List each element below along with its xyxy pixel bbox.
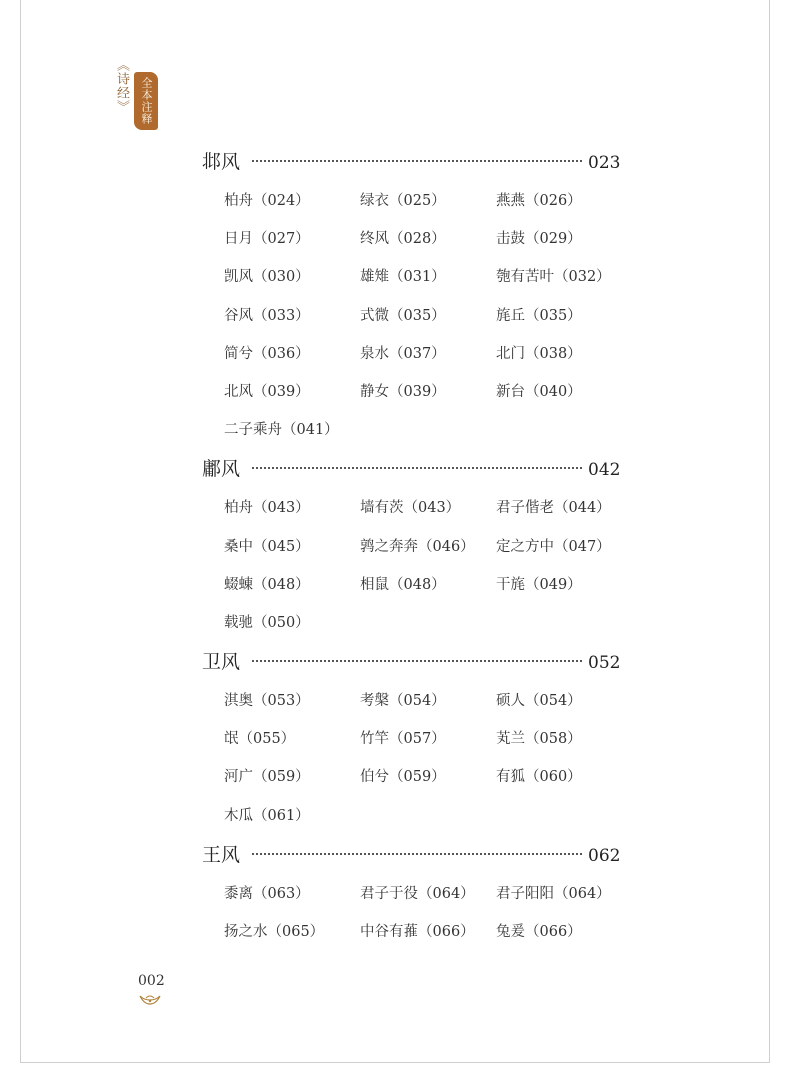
poem-entry[interactable]: 旄丘（035） [496,307,582,324]
poem-entry[interactable]: 日月（027） [224,231,310,248]
series-logo [112,58,162,130]
poem-entry[interactable]: 泉水（037） [360,345,446,362]
poem-entry[interactable]: 君子于役（064） [360,885,475,902]
poem-entry[interactable]: 伯兮（059） [360,769,446,786]
dot-leader [252,160,582,162]
poem-list [224,682,622,835]
section-title: 卫风 [202,651,241,674]
poem-entry[interactable]: 河广（059） [224,769,310,786]
poem-entry[interactable]: 桑中（045） [224,538,310,555]
ornament-icon [138,992,162,1006]
poem-entry[interactable]: 有狐（060） [496,769,582,786]
section-heading[interactable] [202,449,622,489]
poem-entry[interactable]: 氓（055） [224,731,296,748]
poem-entry[interactable]: 凯风（030） [224,269,310,286]
poem-entry[interactable]: 芄兰（058） [496,731,582,748]
poem-entry[interactable]: 简兮（036） [224,345,310,362]
section-title: 邶风 [202,151,241,173]
poem-entry[interactable]: 雄雉（031） [360,269,446,286]
poem-list [224,182,622,449]
logo-book-title: 《诗经》 [114,58,129,114]
poem-entry[interactable]: 谷风（033） [224,307,310,324]
toc-section [202,142,622,449]
poem-entry[interactable]: 北门（038） [496,345,582,362]
poem-entry[interactable]: 新台（040） [496,383,582,400]
section-title: 鄘风 [202,458,241,481]
table-of-contents [202,142,622,951]
dot-leader [252,853,582,855]
poem-entry[interactable]: 木瓜（061） [224,807,310,824]
poem-entry[interactable]: 竹竿（057） [360,731,446,748]
poem-entry[interactable]: 柏舟（043） [224,500,310,517]
poem-entry[interactable]: 式微（035） [360,307,446,324]
poem-entry[interactable]: 击鼓（029） [496,231,582,248]
dot-leader [252,467,582,469]
poem-entry[interactable]: 硕人（054） [496,693,582,710]
poem-entry[interactable]: 定之方中（047） [496,538,611,555]
poem-entry[interactable]: 载驰（050） [224,614,310,631]
section-page-number: 052 [588,653,621,674]
poem-entry[interactable]: 终风（028） [360,231,446,248]
poem-entry[interactable]: 燕燕（026） [496,193,582,209]
toc-section [202,449,622,642]
poem-list [224,875,622,951]
poem-entry[interactable]: 柏舟（024） [224,193,310,209]
poem-entry[interactable]: 考槃（054） [360,693,446,710]
toc-section [202,835,622,951]
poem-entry[interactable]: 干旄（049） [496,576,582,593]
poem-entry[interactable]: 蝃蝀（048） [224,576,310,593]
section-title: 王风 [202,843,241,866]
poem-entry[interactable]: 相鼠（048） [360,576,446,593]
poem-entry[interactable]: 墙有茨（043） [360,500,461,517]
poem-entry[interactable]: 淇奥（053） [224,693,310,710]
poem-entry[interactable]: 兔爰（066） [496,924,582,940]
poem-entry[interactable]: 黍离（063） [224,885,310,902]
section-page-number: 042 [588,460,621,481]
poem-entry[interactable]: 绿衣（025） [360,193,446,209]
poem-entry[interactable]: 静女（039） [360,383,446,400]
poem-entry[interactable]: 君子阳阳（064） [496,885,611,902]
poem-entry[interactable]: 君子偕老（044） [496,500,611,517]
logo-seal: 全本注释 [134,72,158,130]
section-page-number: 062 [588,845,621,866]
poem-list [224,489,622,642]
toc-section [202,642,622,835]
poem-entry[interactable]: 鹑之奔奔（046） [360,538,475,555]
section-heading[interactable] [202,642,622,682]
page-number: 002 [138,973,165,989]
poem-entry[interactable]: 扬之水（065） [224,924,325,940]
poem-entry[interactable]: 二子乘舟（041） [224,422,339,439]
poem-entry[interactable]: 中谷有蓷（066） [360,924,475,940]
section-heading[interactable] [202,142,622,182]
poem-entry[interactable]: 匏有苦叶（032） [496,269,611,286]
section-page-number: 023 [588,153,621,173]
dot-leader [252,660,582,662]
section-heading[interactable] [202,835,622,875]
poem-entry[interactable]: 北风（039） [224,383,310,400]
